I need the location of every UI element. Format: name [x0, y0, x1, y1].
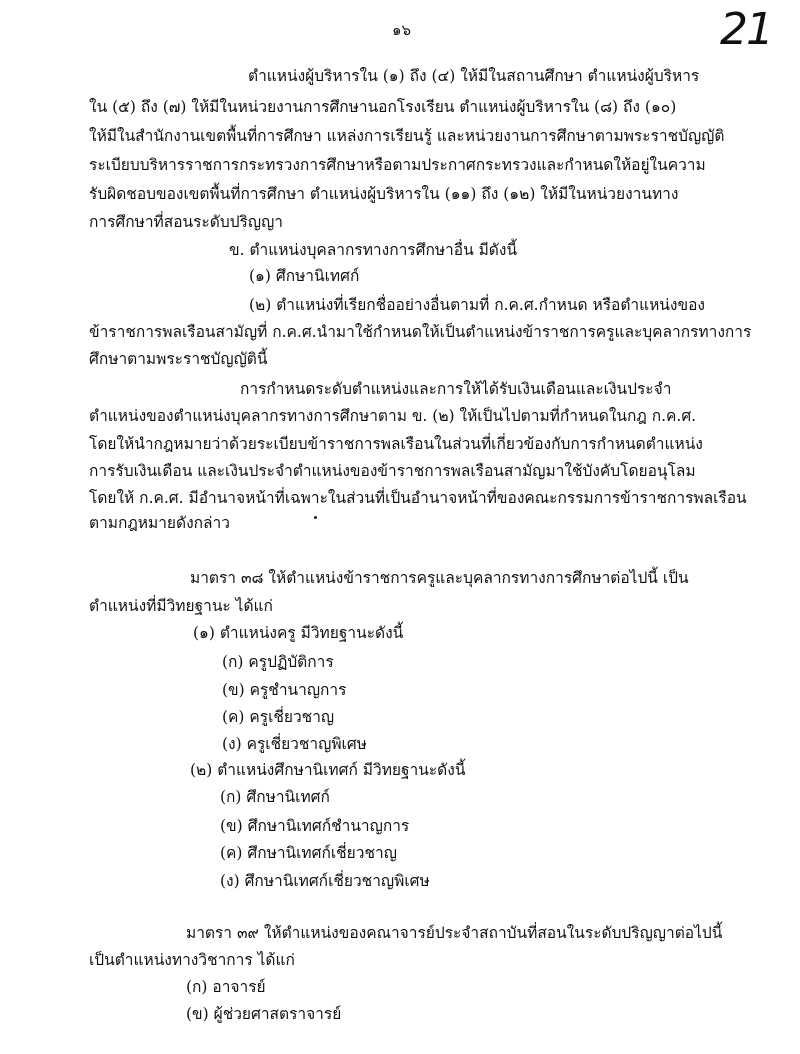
- section-b-item-continued: ข้าราชการพลเรือนสามัญที่ ก.ค.ศ.นำมาใช้กำหนดให้เป็นตำแหน่งข้าราชการครูและบุคลากรทางการ: [89, 323, 752, 341]
- list-item: (ค) ศึกษานิเทศก์เชี่ยวชาญ: [220, 844, 397, 862]
- paragraph-line: การศึกษาที่สอนระดับปริญญา: [89, 213, 283, 231]
- section-b-item: (๒) ตำแหน่งที่เรียกชื่ออย่างอื่นตามที่ ก.ค.ศ.กำหนด หรือตำแหน่งของ: [249, 296, 705, 314]
- section-b-item-continued: ศึกษาตามพระราชบัญญัตินี้: [89, 350, 268, 368]
- list-item: (ข) ครูชำนาญการ: [222, 681, 347, 699]
- list-item: (ค) ครูเชี่ยวชาญ: [222, 708, 335, 726]
- list-item: (ก) อาจารย์: [186, 978, 266, 996]
- section-b-heading: ข. ตำแหน่งบุคลากรทางการศึกษาอื่น มีดังนี้: [229, 241, 518, 259]
- paragraph-line: ตำแหน่งผู้บริหารใน (๑) ถึง (๔) ให้มีในสถานศึกษา ตำแหน่งผู้บริหาร: [248, 67, 700, 85]
- section-38-heading-continued: ตำแหน่งที่มีวิทยฐานะ ได้แก่: [89, 597, 273, 615]
- list-item: (ง) ครูเชี่ยวชาญพิเศษ: [222, 735, 367, 753]
- paragraph-line: ให้มีในสำนักงานเขตพื้นที่การศึกษา แหล่งการเรียนรู้ และหน่วยงานการศึกษาตามพระราชบัญญัติ: [89, 127, 725, 145]
- paragraph-line: รับผิดชอบของเขตพื้นที่การศึกษา ตำแหน่งผู้บริหารใน (๑๑) ถึง (๑๒) ให้มีในหน่วยงานทาง: [89, 185, 679, 203]
- list-item: (ก) ศึกษานิเทศก์: [220, 788, 330, 806]
- stray-mark: [314, 516, 317, 519]
- paragraph-line: การรับเงินเดือน และเงินประจำตำแหน่งของข้าราชการพลเรือนสามัญมาใช้บังคับโดยอนุโลม: [89, 462, 696, 480]
- list-item: (ข) ผู้ช่วยศาสตราจารย์: [186, 1005, 342, 1023]
- paragraph-line: ตำแหน่งของตำแหน่งบุคลากรทางการศึกษาตาม ข. (๒) ให้เป็นไปตามที่กำหนดในกฎ ก.ค.ศ.: [89, 407, 697, 425]
- paragraph-line: ใน (๕) ถึง (๗) ให้มีในหน่วยงานการศึกษานอกโรงเรียน ตำแหน่งผู้บริหารใน (๘) ถึง (๑๐): [89, 98, 677, 116]
- paragraph-line: ระเบียบบริหารราชการกระทรวงการศึกษาหรือตามประกาศกระทรวงและกำหนดให้อยู่ในความ: [89, 156, 706, 174]
- paragraph-line: การกำหนดระดับตำแหน่งและการให้ได้รับเงินเดือนและเงินประจำ: [240, 380, 672, 398]
- list-item: (ง) ศึกษานิเทศก์เชี่ยวชาญพิเศษ: [220, 872, 430, 890]
- list-item: (ข) ศึกษานิเทศก์ชำนาญการ: [220, 817, 410, 835]
- page-number: ๑๖: [392, 21, 412, 39]
- section-39-heading: มาตรา ๓๙ ให้ตำแหน่งของคณาจารย์ประจำสถาบันที่สอนในระดับปริญญาต่อไปนี้: [186, 924, 723, 942]
- supervisor-group-heading: (๒) ตำแหน่งศึกษานิเทศก์ มีวิทยฐานะดังนี้: [190, 761, 466, 779]
- handwritten-page-number: 21: [720, 4, 772, 55]
- paragraph-line: โดยให้นำกฎหมายว่าด้วยระเบียบข้าราชการพลเรือนในส่วนที่เกี่ยวข้องกับการกำหนดตำแหน่ง: [89, 435, 703, 453]
- paragraph-line: ตามกฎหมายดังกล่าว: [89, 514, 230, 532]
- teacher-group-heading: (๑) ตำแหน่งครู มีวิทยฐานะดังนี้: [193, 624, 404, 642]
- paragraph-line: โดยให้ ก.ค.ศ. มีอำนาจหน้าที่เฉพาะในส่วนที่เป็นอำนาจหน้าที่ของคณะกรรมการข้าราชการพลเรือน: [89, 489, 747, 507]
- section-b-item: (๑) ศึกษานิเทศก์: [249, 267, 360, 285]
- list-item: (ก) ครูปฏิบัติการ: [222, 653, 334, 671]
- section-39-heading-continued: เป็นตำแหน่งทางวิชาการ ได้แก่: [89, 951, 295, 969]
- section-38-heading: มาตรา ๓๘ ให้ตำแหน่งข้าราชการครูและบุคลากรทางการศึกษาต่อไปนี้ เป็น: [190, 569, 689, 587]
